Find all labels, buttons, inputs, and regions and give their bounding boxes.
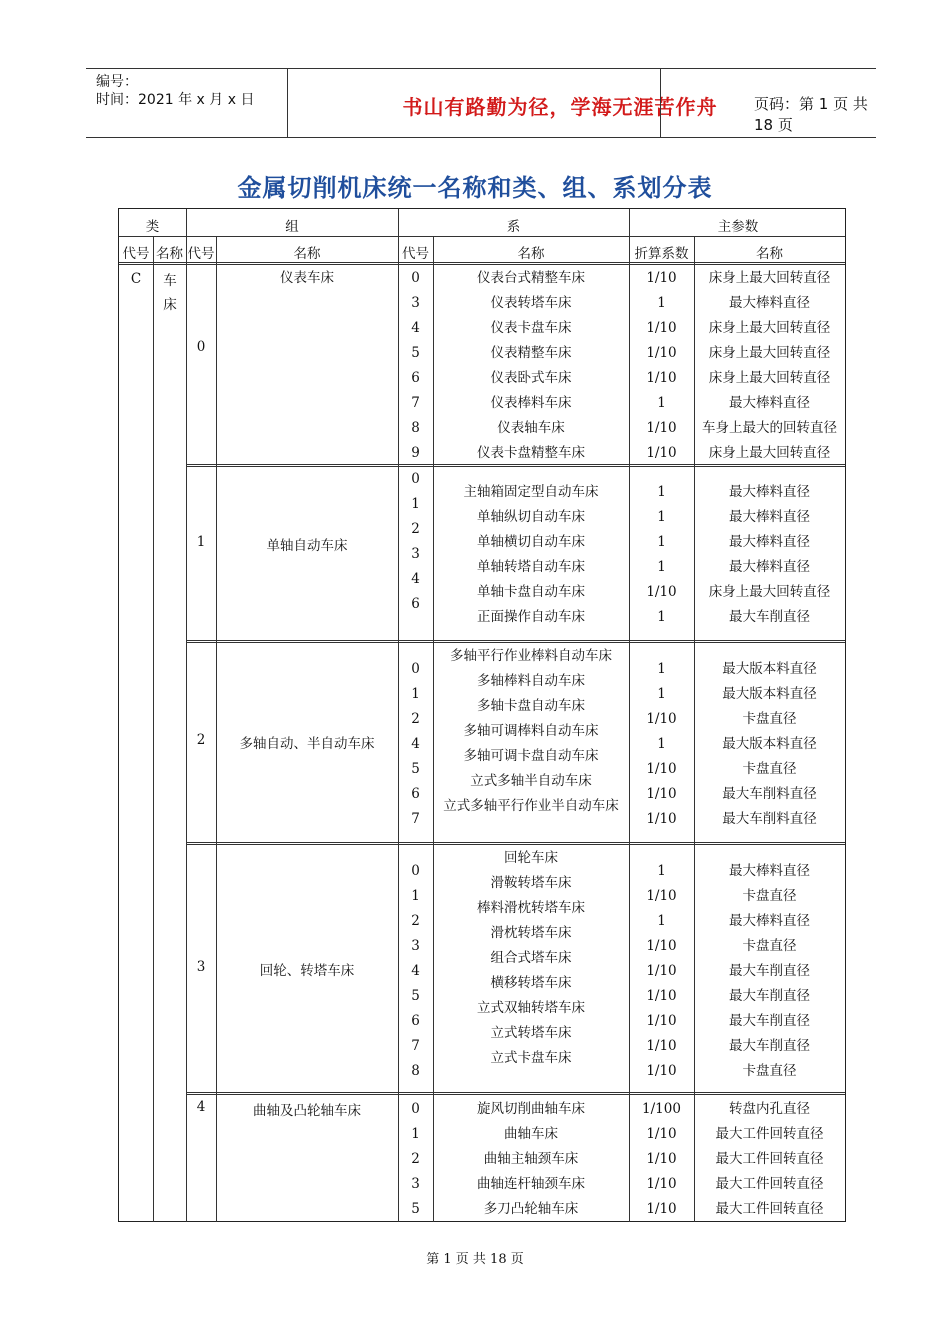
main-parameter-list <box>694 266 845 466</box>
series-name: 曲轴车床 <box>504 1126 558 1142</box>
main-parameter-list <box>694 480 845 630</box>
series-name: 多刀凸轮轴车床 <box>483 1201 579 1217</box>
main-parameter: 最大版本料直径 <box>722 686 817 702</box>
main-parameter-list <box>694 657 845 832</box>
document-title: 金属切削机床统一名称和类、组、系划分表 <box>237 174 713 202</box>
main-parameter: 最大车削直径 <box>729 963 810 979</box>
col-class-name: 名称 <box>156 246 183 262</box>
main-parameter: 最大工件回转直径 <box>715 1201 824 1217</box>
series-code: 7 <box>411 811 420 827</box>
conversion-factor: 1 <box>657 534 666 550</box>
series-name: 仪表台式精整车床 <box>477 270 585 286</box>
series-name: 多轴可调卡盘自动车床 <box>463 748 599 764</box>
series-name: 旋风切削曲轴车床 <box>477 1101 585 1117</box>
group-code: 2 <box>196 732 206 748</box>
main-parameter: 最大车削料直径 <box>722 811 817 827</box>
series-name: 曲轴连杆轴颈车床 <box>477 1176 585 1192</box>
main-parameter: 床身上最大回转直径 <box>708 320 831 336</box>
main-parameter: 最大棒料直径 <box>729 484 810 500</box>
series-name: 单轴卡盘自动车床 <box>477 584 585 600</box>
series-code: 8 <box>411 1063 420 1079</box>
col-group-code: 代号 <box>187 246 215 262</box>
class-name: 车床 <box>163 273 177 313</box>
main-parameter: 床身上最大回转直径 <box>708 445 831 461</box>
series-name-list <box>433 480 629 630</box>
series-name: 单轴横切自动车床 <box>477 534 585 550</box>
series-code: 0 <box>411 863 420 879</box>
class-code: C <box>130 271 142 287</box>
series-name: 组合式塔车床 <box>490 950 572 966</box>
series-code: 0 <box>411 661 420 677</box>
series-name: 多轴卡盘自动车床 <box>477 698 585 714</box>
conversion-factor: 1/10 <box>646 270 677 286</box>
group-name: 单轴自动车床 <box>266 538 348 554</box>
series-code: 3 <box>411 546 420 562</box>
conversion-factor: 1/10 <box>646 320 677 336</box>
series-name: 多轴平行作业棒料自动车床 <box>450 648 612 664</box>
header-page-info: 页码：第 1 页 共 18 页 <box>754 95 868 134</box>
series-name: 立式多轴平行作业半自动车床 <box>443 798 619 814</box>
series-name-list <box>433 1097 629 1222</box>
conversion-factor: 1/10 <box>646 1151 677 1167</box>
conversion-factor: 1/10 <box>646 711 677 727</box>
page-header <box>86 68 876 138</box>
series-name: 正面操作自动车床 <box>477 609 585 625</box>
main-parameter: 最大车削直径 <box>729 1038 810 1054</box>
conversion-factor: 1 <box>657 295 666 311</box>
conversion-factor: 1 <box>657 509 666 525</box>
col-class-header: 类 <box>145 219 160 235</box>
main-parameter: 最大棒料直径 <box>729 395 810 411</box>
series-name-list <box>433 266 629 466</box>
conversion-factor: 1/10 <box>646 938 677 954</box>
conversion-factor: 1 <box>657 661 666 677</box>
conversion-factor: 1/10 <box>646 445 677 461</box>
conversion-factor: 1/10 <box>646 1038 677 1054</box>
main-parameter: 最大棒料直径 <box>729 913 810 929</box>
main-parameter: 最大车削直径 <box>729 988 810 1004</box>
main-parameter: 车身上最大的回转直径 <box>702 420 837 436</box>
series-name: 仪表精整车床 <box>490 345 572 361</box>
col-group-header: 组 <box>285 219 299 235</box>
conversion-factor: 1/10 <box>646 345 677 361</box>
main-parameter: 最大版本料直径 <box>722 736 817 752</box>
series-code: 4 <box>411 736 420 752</box>
series-code: 4 <box>411 963 420 979</box>
series-name: 回轮车床 <box>504 850 558 866</box>
header-motto: 书山有路勤为径，学海无涯苦作舟 <box>402 95 718 119</box>
conversion-factor: 1/100 <box>642 1101 681 1117</box>
series-name-list <box>433 846 629 1071</box>
series-code-list <box>398 657 433 832</box>
series-code: 5 <box>411 761 420 777</box>
group-name: 回轮、转塔车床 <box>259 963 355 979</box>
col-factor: 折算系数 <box>634 246 689 262</box>
conversion-factor: 1/10 <box>646 963 677 979</box>
conversion-factor-list <box>629 657 694 832</box>
main-parameter: 卡盘直径 <box>742 1063 797 1079</box>
classification-table <box>118 208 846 1222</box>
series-name: 仪表棒料车床 <box>490 395 572 411</box>
series-code: 4 <box>411 320 420 336</box>
series-name: 棒料滑枕转塔车床 <box>477 900 585 916</box>
group-name: 仪表车床 <box>280 270 334 286</box>
main-parameter: 床身上最大回转直径 <box>708 270 831 286</box>
main-parameter: 卡盘直径 <box>742 711 797 727</box>
header-meta <box>96 73 254 109</box>
series-code: 5 <box>411 988 420 1004</box>
series-name: 曲轴主轴颈车床 <box>483 1151 579 1167</box>
series-code: 7 <box>411 1038 420 1054</box>
series-name: 单轴转塔自动车床 <box>477 559 585 575</box>
series-code: 2 <box>411 521 420 537</box>
conversion-factor: 1 <box>657 559 666 575</box>
main-parameter: 最大车削直径 <box>729 609 810 625</box>
series-name: 立式转塔车床 <box>490 1025 572 1041</box>
main-parameter: 最大工件回转直径 <box>715 1151 824 1167</box>
series-name: 立式多轴半自动车床 <box>470 773 592 789</box>
main-parameter: 最大棒料直径 <box>729 295 810 311</box>
conversion-factor: 1/10 <box>646 761 677 777</box>
series-code: 0 <box>411 270 420 286</box>
main-parameter: 最大工件回转直径 <box>715 1176 824 1192</box>
series-code: 5 <box>411 1201 420 1217</box>
main-parameter: 床身上最大回转直径 <box>708 370 831 386</box>
series-name: 仪表卧式车床 <box>490 370 572 386</box>
main-parameter: 最大车削直径 <box>729 1013 810 1029</box>
col-group-name: 名称 <box>293 246 321 262</box>
conversion-factor: 1/10 <box>646 888 677 904</box>
series-code: 6 <box>411 786 420 802</box>
page-footer: 第 1 页 共 18 页 <box>426 1252 524 1267</box>
conversion-factor: 1/10 <box>646 584 677 600</box>
series-name: 多轴棒料自动车床 <box>477 673 585 689</box>
series-name: 仪表轴车床 <box>497 420 565 436</box>
group-code: 4 <box>196 1099 206 1115</box>
main-parameter: 最大工件回转直径 <box>715 1126 824 1142</box>
group-name: 曲轴及凸轮轴车床 <box>253 1103 361 1119</box>
main-parameter: 最大棒料直径 <box>729 559 810 575</box>
col-param-name: 名称 <box>756 246 783 262</box>
main-parameter: 最大棒料直径 <box>729 534 810 550</box>
conversion-factor: 1 <box>657 484 666 500</box>
series-code: 7 <box>411 395 420 411</box>
series-code: 6 <box>411 596 420 612</box>
conversion-factor: 1 <box>657 913 666 929</box>
conversion-factor: 1/10 <box>646 1013 677 1029</box>
series-code: 6 <box>411 370 420 386</box>
col-param-header: 主参数 <box>717 219 759 235</box>
conversion-factor: 1/10 <box>646 811 677 827</box>
series-code: 2 <box>411 1151 420 1167</box>
conversion-factor: 1 <box>657 609 666 625</box>
main-parameter-list <box>694 859 845 1084</box>
series-name: 仪表卡盘精整车床 <box>477 445 585 461</box>
group-code: 0 <box>196 339 206 355</box>
conversion-factor: 1/10 <box>646 1176 677 1192</box>
series-code: 3 <box>411 1176 420 1192</box>
main-parameter: 卡盘直径 <box>742 938 797 954</box>
main-parameter: 最大版本料直径 <box>722 661 817 677</box>
series-code: 2 <box>411 711 420 727</box>
conversion-factor: 1/10 <box>646 1201 677 1217</box>
series-code: 1 <box>411 686 420 702</box>
conversion-factor: 1 <box>657 863 666 879</box>
series-code: 2 <box>411 913 420 929</box>
series-code: 6 <box>411 1013 420 1029</box>
conversion-factor: 1/10 <box>646 370 677 386</box>
main-parameter-list <box>694 1097 845 1222</box>
conversion-factor: 1/10 <box>646 1126 677 1142</box>
series-code-list <box>398 1097 433 1222</box>
series-name: 仪表转塔车床 <box>490 295 572 311</box>
series-name: 主轴箱固定型自动车床 <box>463 484 599 500</box>
conversion-factor: 1/10 <box>646 1063 677 1079</box>
conversion-factor: 1/10 <box>646 988 677 1004</box>
series-name-list <box>433 644 629 819</box>
series-code: 1 <box>411 1126 420 1142</box>
series-name: 横移转塔车床 <box>490 975 572 991</box>
group-name: 多轴自动、半自动车床 <box>239 736 375 752</box>
main-parameter: 床身上最大回转直径 <box>708 345 831 361</box>
conversion-factor: 1 <box>657 395 666 411</box>
series-name: 滑枕转塔车床 <box>490 925 572 941</box>
main-parameter: 最大棒料直径 <box>729 509 810 525</box>
conversion-factor-list <box>629 480 694 630</box>
conversion-factor: 1 <box>657 736 666 752</box>
main-parameter: 床身上最大回转直径 <box>708 584 831 600</box>
col-class-code: 代号 <box>122 246 150 262</box>
col-series-code: 代号 <box>402 246 429 262</box>
main-parameter: 最大棒料直径 <box>729 863 810 879</box>
series-code: 5 <box>411 345 420 361</box>
series-code: 0 <box>411 471 420 487</box>
series-code-list <box>398 467 433 617</box>
header-number: 编号： <box>96 74 138 90</box>
series-name: 仪表卡盘车床 <box>490 320 572 336</box>
main-parameter: 卡盘直径 <box>742 761 797 777</box>
main-parameter: 卡盘直径 <box>742 888 797 904</box>
series-code: 8 <box>411 420 420 436</box>
series-name: 滑鞍转塔车床 <box>490 875 572 891</box>
series-name: 多轴可调棒料自动车床 <box>463 723 599 739</box>
series-code: 3 <box>411 295 420 311</box>
series-code: 4 <box>411 571 420 587</box>
group-code: 1 <box>196 534 206 550</box>
conversion-factor: 1/10 <box>646 786 677 802</box>
series-code-list <box>398 859 433 1084</box>
conversion-factor-list <box>629 1097 694 1222</box>
col-series-header: 系 <box>506 219 521 235</box>
series-code: 3 <box>411 938 420 954</box>
series-code: 0 <box>411 1101 420 1117</box>
conversion-factor: 1/10 <box>646 420 677 436</box>
main-parameter: 转盘内孔直径 <box>729 1101 810 1117</box>
header-time: 时间：2021 年 x 月 x 日 <box>96 92 255 108</box>
group-code: 3 <box>196 959 206 975</box>
conversion-factor-list <box>629 859 694 1084</box>
series-code: 9 <box>411 445 420 461</box>
main-parameter: 最大车削料直径 <box>722 786 817 802</box>
series-name: 立式卡盘车床 <box>490 1050 572 1066</box>
conversion-factor-list <box>629 266 694 466</box>
conversion-factor: 1 <box>657 686 666 702</box>
series-code-list <box>398 266 433 466</box>
series-name: 单轴纵切自动车床 <box>477 509 585 525</box>
series-code: 1 <box>411 888 420 904</box>
series-code: 1 <box>411 496 420 512</box>
col-series-name: 名称 <box>517 246 545 262</box>
series-name: 立式双轴转塔车床 <box>477 1000 585 1016</box>
